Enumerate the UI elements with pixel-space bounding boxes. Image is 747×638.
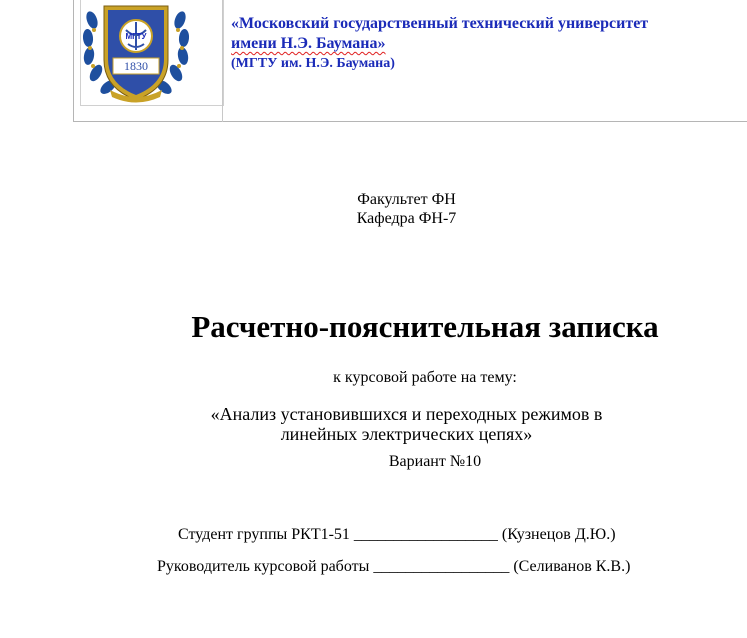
theme-line-1: «Анализ установившихся и переходных режимов в bbox=[210, 404, 603, 424]
theme-line-2: линейных электрических цепях» bbox=[280, 424, 533, 444]
university-name bbox=[231, 14, 741, 74]
university-abbreviation: (МГТУ им. Н.Э. Баумана) bbox=[231, 56, 395, 71]
logo-monogram: МГТУ bbox=[125, 32, 147, 41]
document-title: Расчетно-пояснительная записка bbox=[191, 309, 659, 344]
department-line: Кафедра ФН-7 bbox=[356, 210, 457, 227]
faculty-line: Факультет ФН bbox=[357, 191, 456, 208]
document-subtitle: к курсовой работе на тему: bbox=[333, 369, 517, 386]
supervisor-signature-line: Руководитель курсовой работы _________________ (Селиванов К.В.) bbox=[157, 558, 631, 575]
project-theme bbox=[0, 404, 747, 444]
university-line-1: «Московский государственный технический университет bbox=[231, 15, 649, 32]
student-signature-line: Студент группы РКТ1-51 __________________ (Кузнецов Д.Ю.) bbox=[178, 526, 616, 543]
university-emblem-logo bbox=[80, 0, 192, 104]
faculty-block bbox=[0, 190, 747, 228]
header-divider bbox=[222, 0, 223, 122]
variant-number: Вариант №10 bbox=[388, 453, 482, 470]
logo-year: 1830 bbox=[124, 59, 148, 73]
university-line-2: имени Н.Э. Баумана» bbox=[231, 35, 386, 52]
